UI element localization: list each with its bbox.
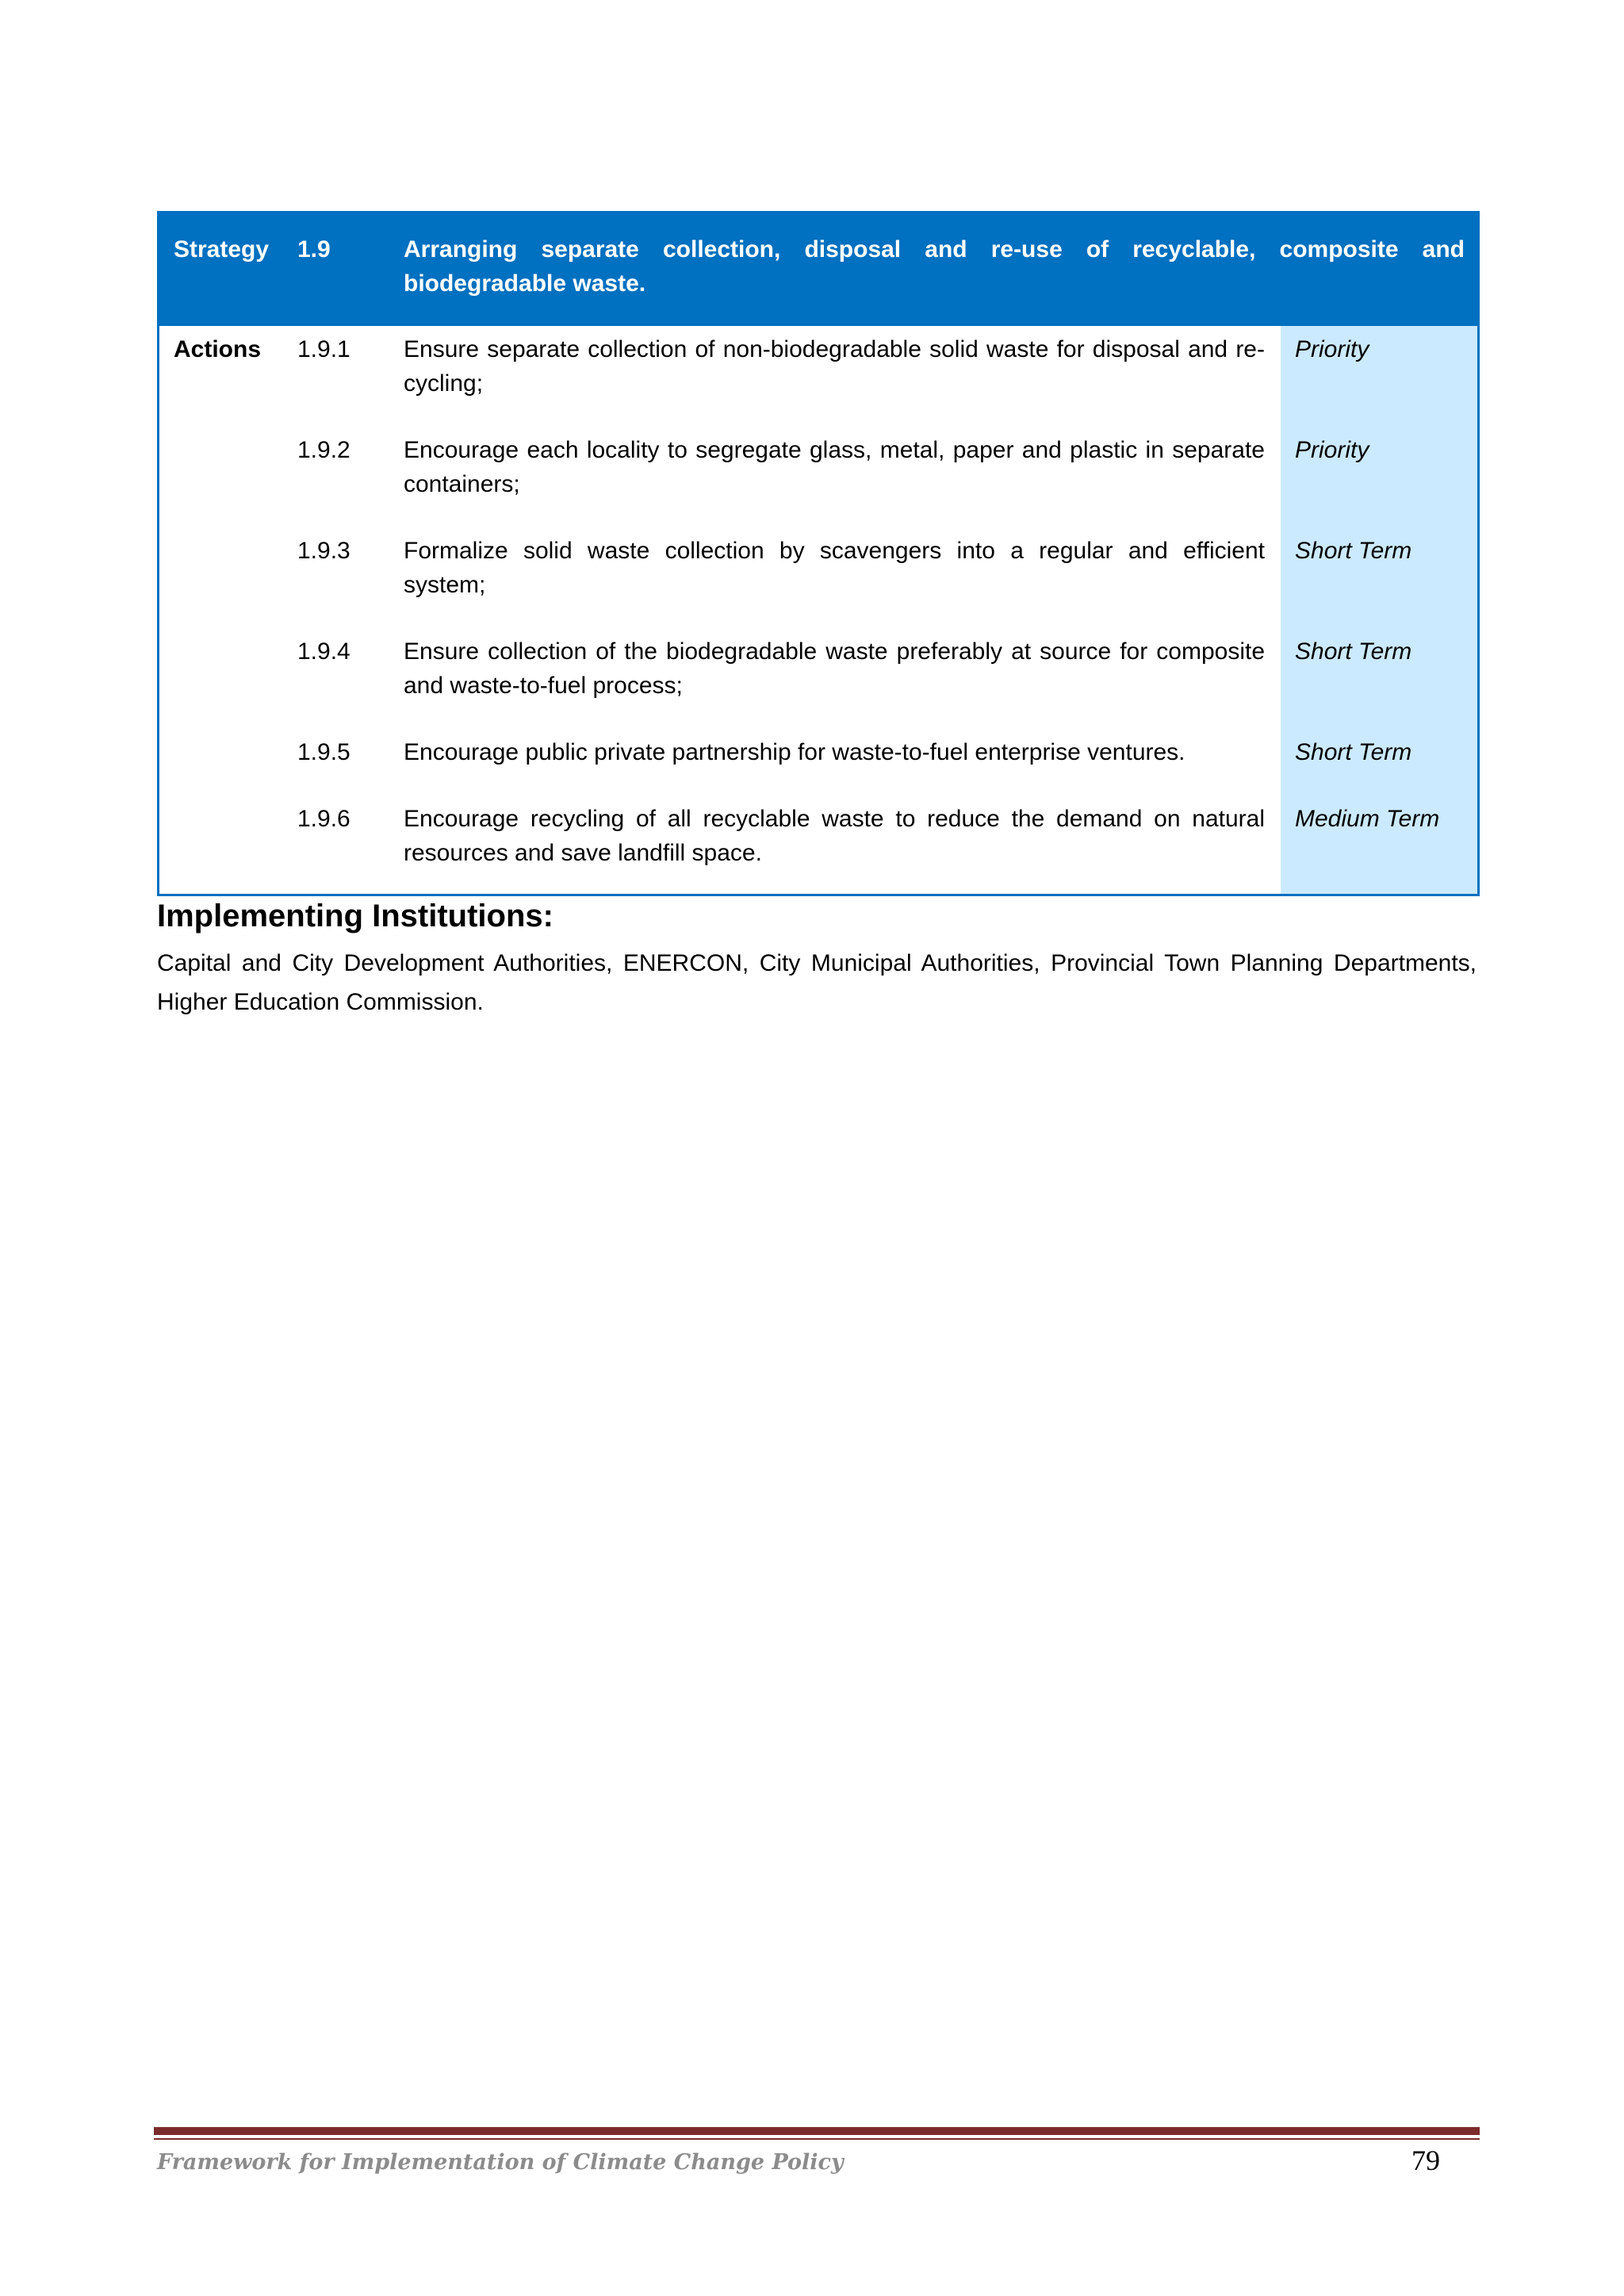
action-number: 1.9.3 [297,538,350,564]
action-row [174,634,1281,735]
action-text: Ensure collection of the biodegradable waste preferably at source for composite and waste-to-fuel process; [404,638,1265,699]
action-text: Ensure separate collection of non-biodegradable solid waste for disposal and re-cycling; [404,336,1265,397]
priority-cell: Priority [1295,336,1369,362]
footer-rule [154,2127,1480,2135]
strategy-number: 1.9 [297,236,331,263]
footer-rule-thin [154,2138,1480,2140]
action-number: 1.9.4 [297,638,350,665]
action-number: 1.9.2 [297,437,350,463]
actions-body [159,326,1477,894]
implementing-institutions-heading: Implementing Institutions: [157,899,553,933]
page-number: 79 [1411,2145,1440,2176]
footer-title: Framework for Implementation of Climate Change Policy [157,2150,844,2175]
action-row [174,534,1281,634]
priority-cell: Medium Term [1295,806,1440,832]
strategy-header-row [159,213,1477,326]
priority-cell: Short Term [1295,538,1412,564]
action-row [174,433,1281,534]
action-row [174,802,1281,870]
strategy-title: Arranging separate collection, disposal and re-use of recyclable, composite and biodegradable waste. [404,236,1465,297]
strategy-label: Strategy [174,236,270,263]
priority-cell: Priority [1295,437,1369,463]
strategy-table [157,211,1480,896]
actions-list [159,326,1281,894]
action-number: 1.9.1 [297,336,350,362]
action-number: 1.9.5 [297,739,350,765]
priority-column [1281,326,1477,894]
action-row [174,735,1281,802]
priority-cell: Short Term [1295,638,1412,665]
actions-label: Actions [174,336,262,362]
action-text: Formalize solid waste collection by scavengers into a regular and efficient system; [404,538,1265,598]
action-row [174,326,1281,433]
action-number: 1.9.6 [297,806,350,832]
implementing-institutions-text: Capital and City Development Authorities, ENERCON, City Municipal Authorities, Provincial Town Planning Departments, Higher Education Commission. [157,950,1477,1015]
action-text: Encourage each locality to segregate glass, metal, paper and plastic in separate containers; [404,437,1265,497]
action-text: Encourage recycling of all recyclable waste to reduce the demand on natural resources and save landfill space. [404,806,1265,866]
priority-cell: Short Term [1295,739,1412,765]
action-text: Encourage public private partnership for waste-to-fuel enterprise ventures. [404,739,1185,765]
